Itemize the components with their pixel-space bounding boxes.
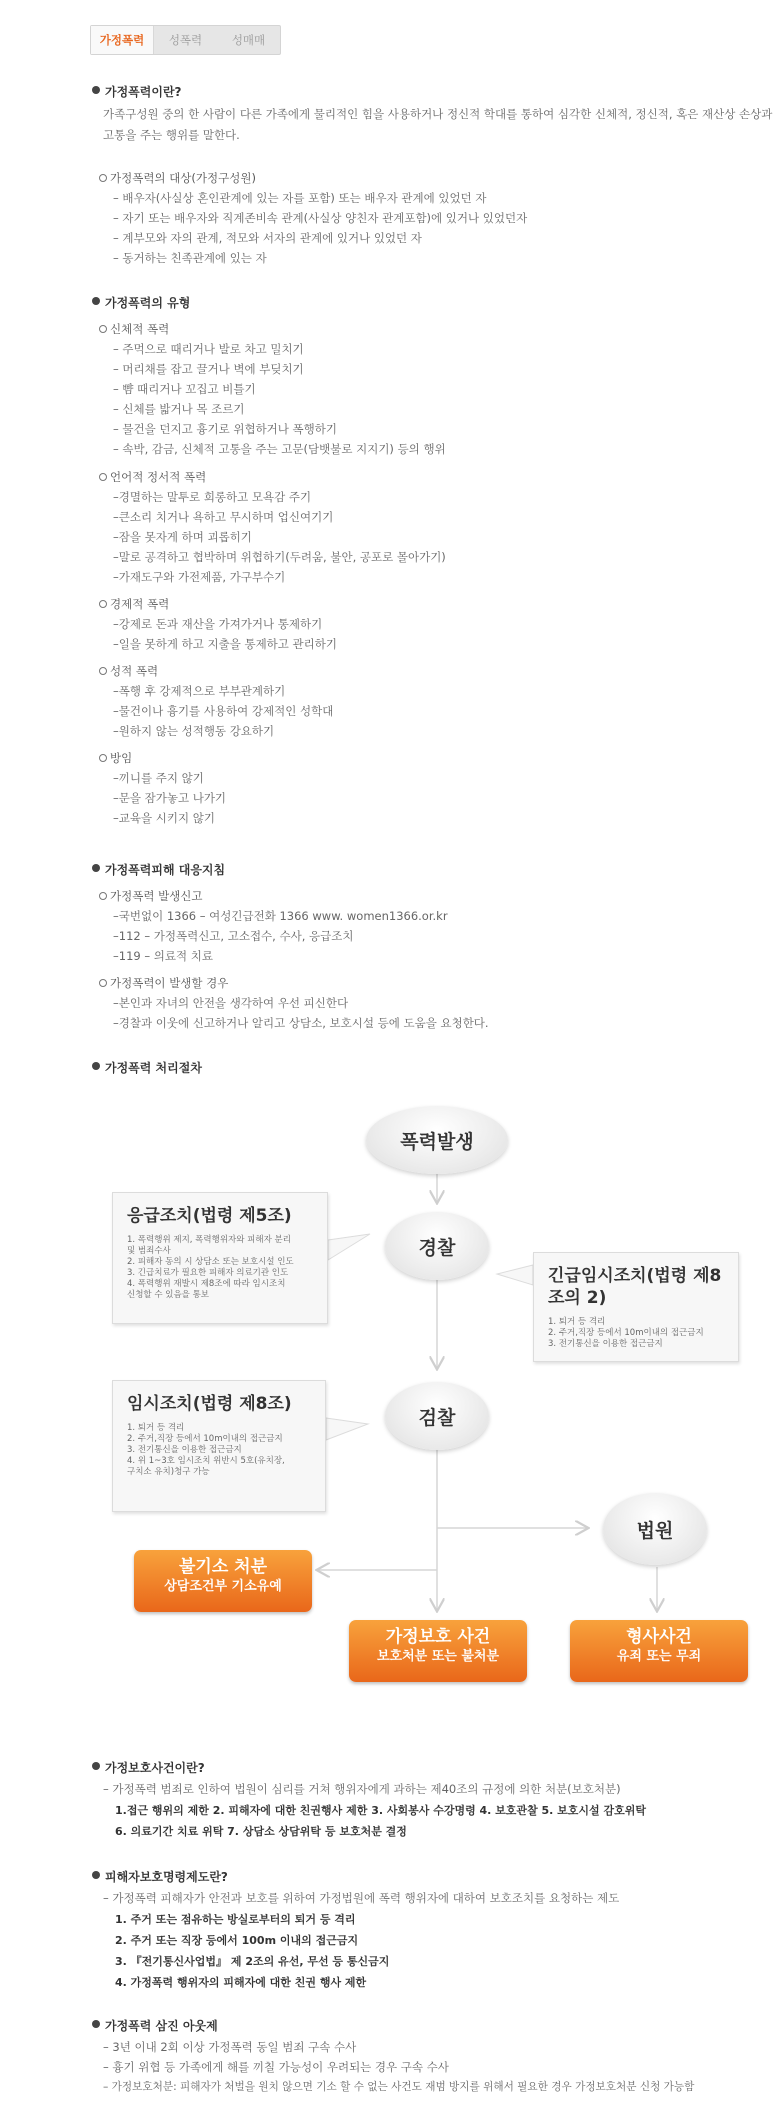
box-domestic-protection-case xyxy=(349,1620,527,1682)
list-item: – 자기 또는 배우자와 직계존비속 관계(사실상 양친자 관계포함)에 있거나 있었던자 xyxy=(113,211,528,225)
callout-line: 4. 위 1~3호 임시조치 위반시 5호(유치장, xyxy=(127,1456,285,1466)
subheading-economic: 경제적 폭력 xyxy=(99,596,169,612)
list-item: 1.접근 행위의 제한 2. 피해자에 대한 친권행사 제한 3. 사회봉사 수강명령 4. 보호관찰 5. 보호시설 감호위탁 xyxy=(115,1804,647,1817)
callout-title: 긴급임시조치(법령 제8조의 2) xyxy=(548,1266,722,1308)
list-item: –경찰과 이웃에 신고하거나 알리고 상담소, 보호시설 등에 도움을 요청한다. xyxy=(113,1016,489,1030)
list-item: – 물건을 던지고 흉기로 위협하거나 폭행하기 xyxy=(113,422,337,436)
list-item: –원하지 않는 성적행동 강요하기 xyxy=(113,724,275,738)
box-subtitle: 보호처분 또는 불처분 xyxy=(376,1649,500,1664)
tab-sexual-violence[interactable]: 성폭력 xyxy=(168,33,203,47)
list-item: –끼니를 주지 않기 xyxy=(113,771,204,785)
list-item: – 3년 이내 2회 이상 가정폭력 동일 범죄 구속 수사 xyxy=(103,2040,357,2054)
tab-prostitution[interactable]: 성매매 xyxy=(231,33,266,47)
list-item: –강제로 돈과 재산을 가져가거나 통제하기 xyxy=(113,617,323,631)
callout-pointer-urgent xyxy=(497,1265,533,1285)
callout-line: 2. 주거,직장 등에서 10m이내의 접근금지 xyxy=(548,1328,704,1338)
callout-line: 4. 폭력행위 재발시 제8조에 따라 임시조치 xyxy=(127,1279,286,1289)
subheading-physical: 신체적 폭력 xyxy=(99,321,169,337)
node-prosecution: 검찰 xyxy=(385,1382,489,1450)
list-item: –큰소리 치거나 욕하고 무시하며 업신여기기 xyxy=(113,510,334,524)
section-title-types: 가정폭력의 유형 xyxy=(92,294,190,311)
subheading-report: 가정폭력 발생신고 xyxy=(99,888,203,904)
list-item: – 계부모와 자의 관계, 적모와 서자의 관계에 있거나 있었던 자 xyxy=(113,231,422,245)
callout-line: 1. 폭력행위 제지, 폭력행위자와 피해자 분리 xyxy=(127,1235,291,1245)
box-criminal-case xyxy=(570,1620,748,1682)
subheading-sexual: 성적 폭력 xyxy=(99,663,158,679)
box-title: 불기소 처분 xyxy=(178,1557,268,1577)
subheading-neglect: 방임 xyxy=(99,750,132,766)
callout-line: 2. 피해자 동의 시 상담소 또는 보호시설 인도 xyxy=(127,1257,294,1267)
list-item: –경멸하는 말투로 희롱하고 모욕감 주기 xyxy=(113,490,312,504)
list-item: –문을 잠가놓고 나가기 xyxy=(113,791,227,805)
list-item: –112 – 가정폭력신고, 고소접수, 수사, 응급조치 xyxy=(113,929,354,943)
callout-line: 1. 퇴거 등 격리 xyxy=(127,1423,185,1433)
list-item: –본인과 자녀의 안전을 생각하여 우선 피신한다 xyxy=(113,996,349,1010)
subheading-verbal: 언어적 정서적 폭력 xyxy=(99,469,206,485)
list-item: –물건이나 흉기를 사용하여 강제적인 성학대 xyxy=(113,704,334,718)
list-item: – 흉기 위협 등 가족에게 해를 끼칠 가능성이 우려되는 경우 구속 수사 xyxy=(103,2060,449,2074)
list-item: – 배우자(사실상 혼인관계에 있는 자를 포함) 또는 배우자 관계에 있었던 자 xyxy=(113,191,487,205)
callout-line: 3. 긴급치료가 필요한 피해자 의료기관 인도 xyxy=(127,1268,289,1278)
section-title-definition: 가정폭력이란? xyxy=(92,83,182,100)
callout-urgent-temporary-measures xyxy=(533,1252,739,1362)
list-item: – 가정보호처분: 피해자가 처벌을 원치 않으면 기소 할 수 없는 사건도 재범 방지를 위해서 필요한 경우 가정보호처분 신청 가능함 xyxy=(103,2081,695,2093)
list-item: –말로 공격하고 협박하며 위협하기(두려움, 불안, 공포로 몰아가기) xyxy=(113,550,446,564)
subheading-targets: 가정폭력의 대상(가정구성원) xyxy=(99,170,256,186)
callout-line: 신청할 수 있음을 통보 xyxy=(127,1290,210,1300)
victim-protection-description: – 가정폭력 피해자가 안전과 보호를 위하여 가정법원에 폭력 행위자에 대하여 보호조치를 요청하는 제도 xyxy=(103,1891,620,1905)
tab-domestic-violence[interactable]: 가정폭력 xyxy=(91,26,154,54)
list-item: 1. 주거 또는 점유하는 방실로부터의 퇴거 등 격리 xyxy=(115,1913,356,1926)
section-title-victim-protection-order: 피해자보호명령제도란? xyxy=(92,1868,228,1885)
list-item: –폭행 후 강제적으로 부부관계하기 xyxy=(113,684,286,698)
list-item: – 동거하는 친족관계에 있는 자 xyxy=(113,251,267,265)
box-subtitle: 유죄 또는 무죄 xyxy=(616,1649,702,1664)
callout-pointer-temporary xyxy=(326,1418,368,1440)
callout-line: 1. 퇴거 등 격리 xyxy=(548,1317,606,1327)
list-item: – 신체를 밟거나 목 조르기 xyxy=(113,402,245,416)
node-occurrence: 폭력발생 xyxy=(366,1106,508,1174)
list-item: 3. 『전기통신사업법』 제 2조의 유선, 무선 등 통신금지 xyxy=(115,1955,390,1968)
callout-line: 3. 전기통신을 이용한 접근금지 xyxy=(127,1445,242,1455)
subheading-when-occurs: 가정폭력이 발생할 경우 xyxy=(99,975,228,991)
list-item: 4. 가정폭력 행위자의 피해자에 대한 친권 행사 제한 xyxy=(115,1976,367,1989)
list-item: 2. 주거 또는 직장 등에서 100m 이내의 접근금지 xyxy=(115,1934,359,1947)
box-subtitle: 상담조건부 기소유예 xyxy=(164,1579,282,1594)
list-item: –교육을 시키지 않기 xyxy=(113,811,215,825)
node-court: 법원 xyxy=(603,1493,707,1565)
list-item: 6. 의료기간 치료 위탁 7. 상담소 상담위탁 등 보호처분 결정 xyxy=(115,1825,407,1838)
callout-emergency-measures xyxy=(112,1192,328,1324)
node-police: 경찰 xyxy=(385,1212,489,1280)
list-item: – 주먹으로 때리거나 발로 차고 밀치기 xyxy=(113,342,304,356)
callout-temporary-measures xyxy=(112,1380,326,1512)
section-title-three-strikes: 가정폭력 삼진 아웃제 xyxy=(92,2017,218,2034)
section-title-response: 가정폭력피해 대응지침 xyxy=(92,861,225,878)
callout-title: 응급조치(법령 제5조) xyxy=(127,1206,292,1226)
protection-case-description: – 가정폭력 범죄로 인하여 법원이 심리를 거쳐 행위자에게 과하는 제40조의 규정에 의한 처분(보호처분) xyxy=(103,1782,621,1796)
list-item: –가재도구와 가전제품, 가구부수기 xyxy=(113,570,286,584)
list-item: – 속박, 감금, 신체적 고통을 주는 고문(담뱃불로 지지기) 등의 행위 xyxy=(113,442,446,456)
list-item: –일을 못하게 하고 지출을 통제하고 관리하기 xyxy=(113,637,337,651)
callout-line: 2. 주거,직장 등에서 10m이내의 접근금지 xyxy=(127,1434,283,1444)
list-item: –119 – 의료적 치료 xyxy=(113,949,213,963)
callout-line: 구치소 유치)청구 가능 xyxy=(127,1467,210,1477)
list-item: – 뺨 때리거나 꼬집고 비틀기 xyxy=(113,382,256,396)
box-title: 형사사건 xyxy=(626,1627,692,1647)
list-item: –잠을 못자게 하며 괴롭히기 xyxy=(113,530,252,544)
list-item: –국번없이 1366 – 여성긴급전화 1366 www. women1366.or.kr xyxy=(113,909,448,923)
section-title-procedure: 가정폭력 처리절차 xyxy=(92,1059,202,1076)
callout-pointer-emergency xyxy=(328,1234,370,1260)
list-item: – 머리채를 잡고 끌거나 벽에 부딪치기 xyxy=(113,362,304,376)
section-title-protection-case: 가정보호사건이란? xyxy=(92,1759,205,1776)
callout-title: 임시조치(법령 제8조) xyxy=(127,1394,292,1414)
callout-line: 3. 전기통신을 이용한 접근금지 xyxy=(548,1339,663,1349)
callout-line: 및 범죄수사 xyxy=(127,1246,171,1256)
definition-paragraph: 가족구성원 중의 한 사람이 다른 가족에게 물리적인 힘을 사용하거나 정신적 학대를 통하여 심각한 신체적, 정신적, 혹은 재산상 손상과 고통을 주는 행위를 말한다. xyxy=(103,107,773,142)
box-nonprosecution xyxy=(134,1550,312,1612)
box-title: 가정보호 사건 xyxy=(385,1627,491,1647)
